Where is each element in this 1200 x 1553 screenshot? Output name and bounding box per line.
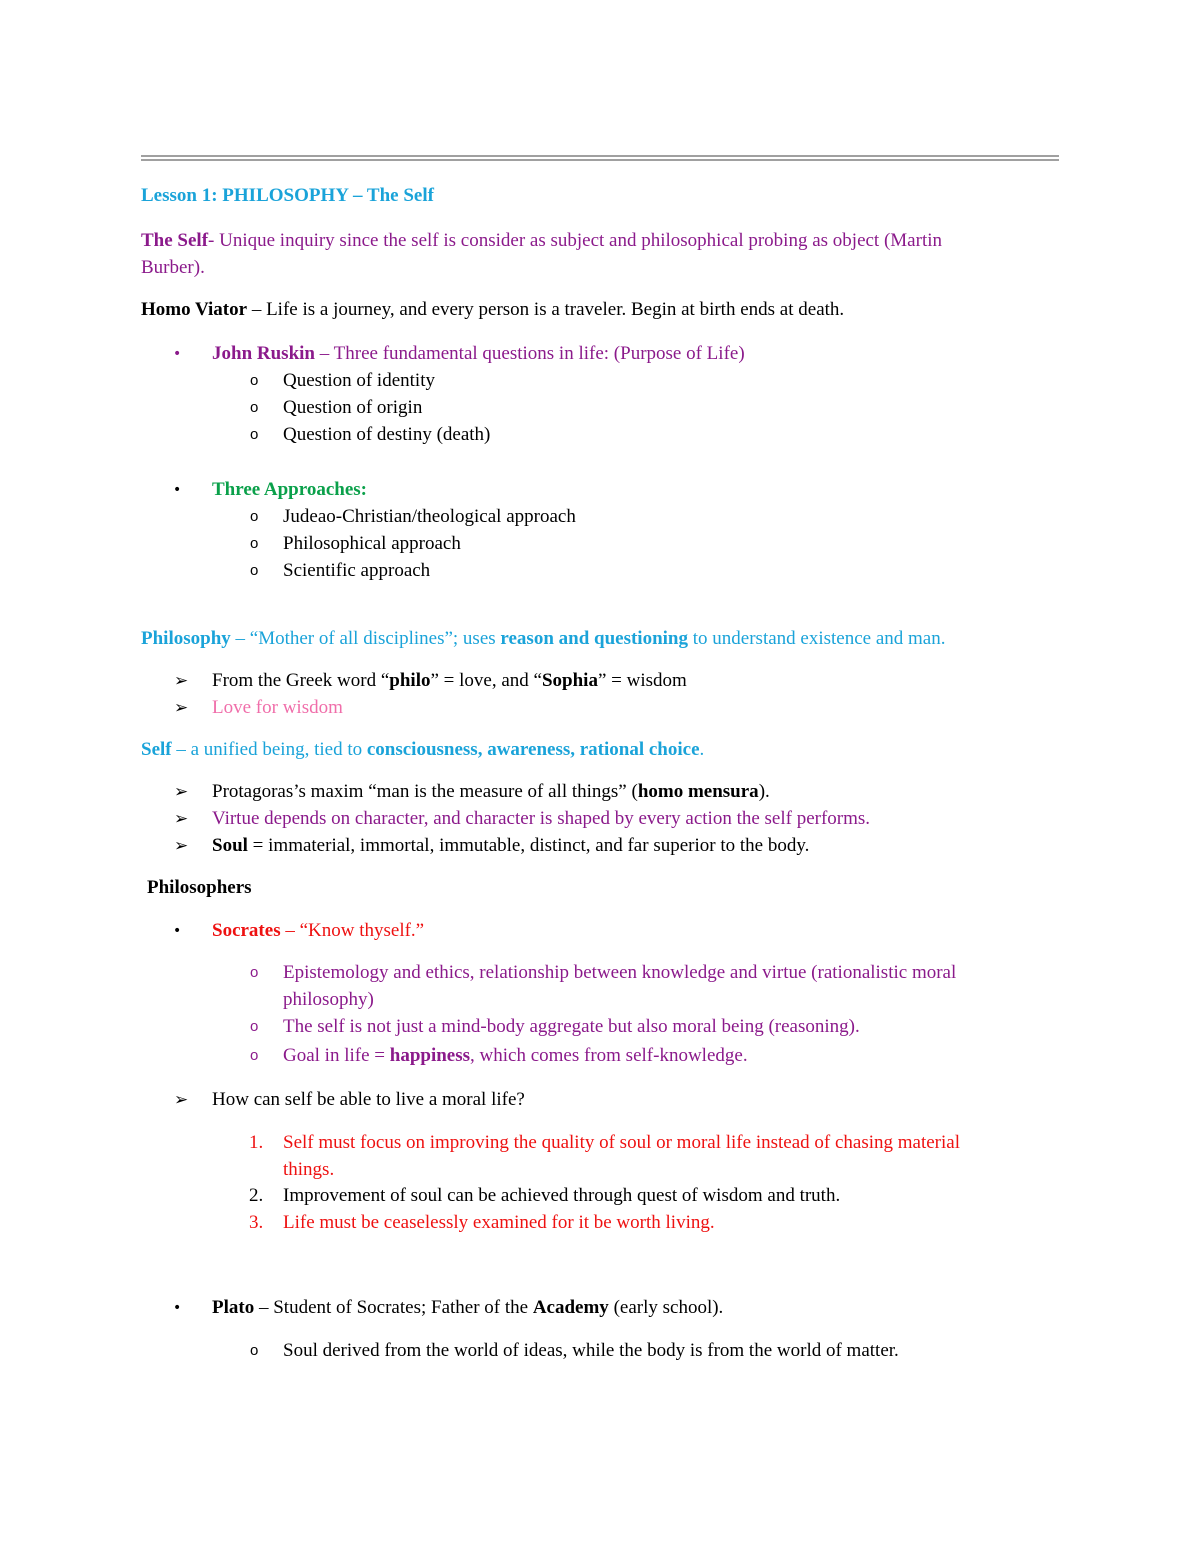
homo-viator (141, 298, 844, 322)
ruskin-item-3: Question of destiny (death) (283, 424, 491, 445)
goal-text: Goal in life = (283, 1045, 390, 1066)
plato-name: Plato (212, 1297, 255, 1318)
self-definition-cont: Burber). (141, 257, 205, 278)
socrates-item-1-cont: philosophy) (283, 989, 374, 1010)
list-number: 1. (249, 1132, 264, 1153)
protagoras-text: Protagoras’s maxim “man is the measure of all things” ( (212, 781, 638, 802)
self-term: The Self (141, 230, 209, 251)
arrow-bullet-icon: ➢ (174, 698, 189, 718)
greek-text: From the Greek word “ (212, 670, 390, 691)
self-bold: consciousness, awareness, rational choice (366, 739, 700, 760)
sub-bullet-icon: o (250, 1047, 259, 1064)
socrates-item-1: Epistemology and ethics, relationship between knowledge and virtue (rationalistic moral (283, 962, 957, 983)
plato-text-end: (early school). (608, 1297, 724, 1318)
lesson-title: Lesson 1: PHILOSOPHY – The Self (141, 185, 434, 206)
greek-text: ” = wisdom (597, 670, 687, 691)
self-definition-text: - Unique inquiry since the self is consider as subject and philosophical probing as object (Martin (208, 230, 942, 251)
moral-item-1: Self must focus on improving the quality of soul or moral life instead of chasing material (283, 1132, 960, 1153)
arrow-bullet-icon: ➢ (174, 671, 189, 691)
socrates-line (212, 919, 424, 943)
arrow-bullet-icon: ➢ (174, 836, 189, 856)
happiness: happiness (389, 1045, 471, 1066)
self-text: – a unified being, tied to (171, 739, 367, 760)
self-term-2: Self (141, 739, 172, 760)
goal-end: , which comes from self-knowledge. (470, 1045, 748, 1066)
plato-text: – Student of Socrates; Father of the (254, 1297, 533, 1318)
soul-text: = immaterial, immortal, immutable, distinct, and far superior to the body. (247, 835, 810, 856)
philosophy-text: – “Mother of all disciplines”; uses (230, 628, 501, 649)
philosophy-line (141, 627, 946, 651)
moral-item-3: Life must be ceaselessly examined for it be worth living. (283, 1212, 715, 1233)
arrow-bullet-icon: ➢ (174, 1090, 189, 1110)
approaches-label: Three Approaches: (212, 479, 367, 500)
ruskin-item-1: Question of identity (283, 370, 435, 391)
sub-bullet-icon: o (250, 399, 259, 416)
protagoras-line (212, 780, 770, 804)
sub-bullet-icon: o (250, 535, 259, 552)
ruskin-line (212, 342, 745, 366)
arrow-bullet-icon: ➢ (174, 809, 189, 829)
soul-line (212, 834, 809, 858)
greek-philo: philo (389, 670, 431, 691)
plato-line (212, 1296, 723, 1320)
protagoras-end: ). (758, 781, 770, 802)
bullet-icon: • (173, 482, 182, 498)
virtue-line: Virtue depends on character, and character is shaped by every action the self performs. (212, 808, 871, 829)
ruskin-text: – Three fundamental questions in life: (Purpose of Life) (314, 343, 745, 364)
approach-item-3: Scientific approach (283, 560, 431, 581)
approach-item-2: Philosophical approach (283, 533, 461, 554)
self-end: . (699, 739, 705, 760)
sub-bullet-icon: o (250, 1018, 259, 1035)
sub-bullet-icon: o (250, 372, 259, 389)
sub-bullet-icon: o (250, 426, 259, 443)
homo-mensura: homo mensura (637, 781, 759, 802)
philosophy-bold: reason and questioning (500, 628, 689, 649)
ruskin-name: John Ruskin (212, 343, 315, 364)
socrates-quote: – “Know thyself.” (280, 920, 425, 941)
socrates-item-3 (283, 1044, 748, 1068)
philosophy-text-end: to understand existence and man. (688, 628, 946, 649)
homo-viator-text: – Life is a journey, and every person is a traveler. Begin at birth ends at death. (247, 299, 845, 320)
plato-item-1: Soul derived from the world of ideas, while the body is from the world of matter. (283, 1340, 899, 1361)
sub-bullet-icon: o (250, 1342, 259, 1359)
socrates-item-2: The self is not just a mind-body aggregate but also moral being (reasoning). (283, 1016, 860, 1037)
philosophers-heading: Philosophers (147, 877, 252, 898)
arrow-bullet-icon: ➢ (174, 782, 189, 802)
greek-word-line (212, 669, 687, 693)
moral-item-1-cont: things. (283, 1159, 335, 1180)
homo-viator-term: Homo Viator (141, 299, 248, 320)
soul-term: Soul (212, 835, 248, 856)
greek-text: ” = love, and “ (430, 670, 542, 691)
love-for-wisdom: Love for wisdom (212, 697, 343, 718)
bullet-icon: • (173, 923, 182, 939)
self-definition (141, 229, 942, 253)
header-rule (141, 155, 1059, 161)
socrates-name: Socrates (212, 920, 281, 941)
bullet-icon: • (173, 1300, 182, 1316)
ruskin-item-2: Question of origin (283, 397, 423, 418)
sub-bullet-icon: o (250, 508, 259, 525)
moral-item-2: Improvement of soul can be achieved through quest of wisdom and truth. (283, 1185, 841, 1206)
sub-bullet-icon: o (250, 964, 259, 981)
greek-sophia: Sophia (541, 670, 598, 691)
bullet-icon: • (173, 346, 182, 362)
philosophy-term: Philosophy (141, 628, 231, 649)
moral-life-question: How can self be able to live a moral life? (212, 1089, 525, 1110)
academy: Academy (532, 1297, 609, 1318)
sub-bullet-icon: o (250, 562, 259, 579)
list-number: 2. (249, 1185, 264, 1206)
list-number: 3. (249, 1212, 264, 1233)
approach-item-1: Judeao-Christian/theological approach (283, 506, 576, 527)
self-line (141, 738, 704, 762)
